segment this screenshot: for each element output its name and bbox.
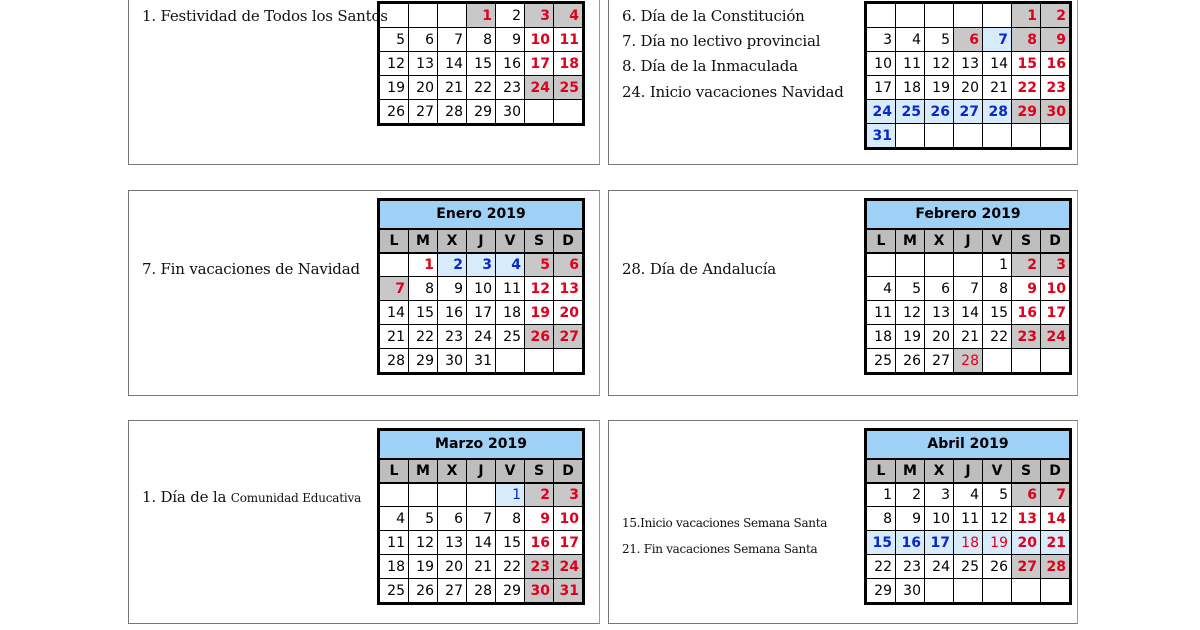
day-cell-abril-18: 18 <box>954 531 983 555</box>
calendar-noviembre <box>379 3 583 124</box>
day-cell-abril-13: 13 <box>1012 507 1041 531</box>
day-cell-marzo-21: 21 <box>467 555 496 579</box>
day-cell-enero-1: 1 <box>409 253 438 277</box>
day-cell-marzo-28: 28 <box>467 579 496 603</box>
day-cell-noviembre-6: 6 <box>409 28 438 52</box>
day-cell-diciembre-25: 25 <box>896 100 925 124</box>
day-cell-abril-6: 6 <box>1012 483 1041 507</box>
empty-day-cell <box>525 349 554 373</box>
day-cell-diciembre-22: 22 <box>1012 76 1041 100</box>
day-cell-abril-5: 5 <box>983 483 1012 507</box>
weekday-header: D <box>554 459 583 483</box>
week-row <box>380 76 583 100</box>
weekday-header: S <box>1012 459 1041 483</box>
empty-day-cell <box>983 124 1012 148</box>
empty-day-cell <box>554 349 583 373</box>
day-cell-diciembre-3: 3 <box>867 28 896 52</box>
day-cell-noviembre-9: 9 <box>496 28 525 52</box>
day-cell-febrero-3: 3 <box>1041 253 1070 277</box>
calendar-marzo <box>379 430 583 603</box>
day-cell-noviembre-8: 8 <box>467 28 496 52</box>
day-cell-noviembre-30: 30 <box>496 100 525 124</box>
day-cell-enero-14: 14 <box>380 301 409 325</box>
day-cell-enero-12: 12 <box>525 277 554 301</box>
day-cell-noviembre-5: 5 <box>380 28 409 52</box>
empty-day-cell <box>554 100 583 124</box>
day-cell-abril-23: 23 <box>896 555 925 579</box>
day-cell-diciembre-18: 18 <box>896 76 925 100</box>
weekday-header: S <box>1012 229 1041 253</box>
day-cell-noviembre-10: 10 <box>525 28 554 52</box>
day-cell-febrero-8: 8 <box>983 277 1012 301</box>
day-cell-marzo-6: 6 <box>438 507 467 531</box>
empty-day-cell <box>380 253 409 277</box>
day-cell-diciembre-20: 20 <box>954 76 983 100</box>
week-row <box>867 28 1070 52</box>
week-row <box>380 579 583 603</box>
day-cell-noviembre-18: 18 <box>554 52 583 76</box>
day-cell-abril-7: 7 <box>1041 483 1070 507</box>
empty-day-cell <box>438 483 467 507</box>
note-apr-15: 15.Inicio vacaciones Semana Santa <box>622 516 828 530</box>
empty-day-cell <box>954 124 983 148</box>
day-cell-enero-23: 23 <box>438 325 467 349</box>
empty-day-cell <box>467 483 496 507</box>
day-cell-febrero-20: 20 <box>925 325 954 349</box>
day-cell-enero-28: 28 <box>380 349 409 373</box>
calendar-abril <box>866 430 1070 603</box>
note-mar-1-suffix: Comunidad Educativa <box>230 491 362 505</box>
day-cell-febrero-27: 27 <box>925 349 954 373</box>
day-cell-marzo-22: 22 <box>496 555 525 579</box>
day-cell-febrero-11: 11 <box>867 301 896 325</box>
day-cell-febrero-23: 23 <box>1012 325 1041 349</box>
empty-day-cell <box>867 4 896 28</box>
empty-day-cell <box>438 4 467 28</box>
day-cell-febrero-15: 15 <box>983 301 1012 325</box>
day-cell-marzo-1: 1 <box>496 483 525 507</box>
day-cell-enero-19: 19 <box>525 301 554 325</box>
day-cell-febrero-16: 16 <box>1012 301 1041 325</box>
note-dec-6: 6. Día de la Constitución <box>622 7 805 25</box>
day-cell-abril-25: 25 <box>954 555 983 579</box>
day-cell-enero-3: 3 <box>467 253 496 277</box>
day-cell-enero-4: 4 <box>496 253 525 277</box>
week-row <box>380 277 583 301</box>
day-cell-marzo-29: 29 <box>496 579 525 603</box>
day-cell-marzo-27: 27 <box>438 579 467 603</box>
day-cell-enero-21: 21 <box>380 325 409 349</box>
day-cell-enero-20: 20 <box>554 301 583 325</box>
empty-day-cell <box>954 4 983 28</box>
day-cell-marzo-13: 13 <box>438 531 467 555</box>
day-cell-noviembre-3: 3 <box>525 4 554 28</box>
day-cell-abril-27: 27 <box>1012 555 1041 579</box>
day-cell-enero-9: 9 <box>438 277 467 301</box>
day-cell-enero-27: 27 <box>554 325 583 349</box>
week-row <box>380 555 583 579</box>
weekday-header: V <box>983 459 1012 483</box>
day-cell-abril-24: 24 <box>925 555 954 579</box>
day-cell-noviembre-27: 27 <box>409 100 438 124</box>
day-cell-diciembre-29: 29 <box>1012 100 1041 124</box>
note-feb-28: 28. Día de Andalucía <box>622 260 777 278</box>
day-cell-abril-1: 1 <box>867 483 896 507</box>
day-cell-febrero-25: 25 <box>867 349 896 373</box>
day-cell-diciembre-6: 6 <box>954 28 983 52</box>
day-cell-diciembre-12: 12 <box>925 52 954 76</box>
day-cell-abril-16: 16 <box>896 531 925 555</box>
day-cell-abril-29: 29 <box>867 579 896 603</box>
empty-day-cell <box>867 253 896 277</box>
day-cell-febrero-9: 9 <box>1012 277 1041 301</box>
empty-day-cell <box>925 579 954 603</box>
day-cell-noviembre-23: 23 <box>496 76 525 100</box>
day-cell-noviembre-15: 15 <box>467 52 496 76</box>
day-cell-marzo-18: 18 <box>380 555 409 579</box>
day-cell-noviembre-12: 12 <box>380 52 409 76</box>
note-mar-1-prefix: 1. Día de la <box>142 488 231 506</box>
note-apr-21: 21. Fin vacaciones Semana Santa <box>622 542 818 556</box>
day-cell-marzo-20: 20 <box>438 555 467 579</box>
day-cell-febrero-10: 10 <box>1041 277 1070 301</box>
weekday-header: V <box>496 459 525 483</box>
day-cell-febrero-14: 14 <box>954 301 983 325</box>
week-row <box>867 100 1070 124</box>
empty-day-cell <box>896 4 925 28</box>
day-cell-marzo-2: 2 <box>525 483 554 507</box>
calendar-enero <box>379 200 583 373</box>
day-cell-noviembre-19: 19 <box>380 76 409 100</box>
empty-day-cell <box>380 483 409 507</box>
day-cell-enero-29: 29 <box>409 349 438 373</box>
day-cell-noviembre-14: 14 <box>438 52 467 76</box>
day-cell-abril-17: 17 <box>925 531 954 555</box>
empty-day-cell <box>1041 579 1070 603</box>
day-cell-marzo-3: 3 <box>554 483 583 507</box>
day-cell-enero-2: 2 <box>438 253 467 277</box>
day-cell-enero-25: 25 <box>496 325 525 349</box>
day-cell-abril-15: 15 <box>867 531 896 555</box>
day-cell-febrero-7: 7 <box>954 277 983 301</box>
day-cell-marzo-31: 31 <box>554 579 583 603</box>
day-cell-enero-24: 24 <box>467 325 496 349</box>
empty-day-cell <box>409 483 438 507</box>
empty-day-cell <box>925 124 954 148</box>
day-cell-diciembre-14: 14 <box>983 52 1012 76</box>
week-row <box>380 301 583 325</box>
week-row <box>380 531 583 555</box>
weekday-header: L <box>380 459 409 483</box>
day-cell-enero-30: 30 <box>438 349 467 373</box>
day-cell-enero-6: 6 <box>554 253 583 277</box>
week-row <box>380 100 583 124</box>
week-row <box>867 579 1070 603</box>
day-cell-febrero-26: 26 <box>896 349 925 373</box>
day-cell-abril-11: 11 <box>954 507 983 531</box>
weekday-header: S <box>525 229 554 253</box>
week-row <box>867 253 1070 277</box>
week-row <box>867 4 1070 28</box>
day-cell-enero-15: 15 <box>409 301 438 325</box>
day-cell-marzo-16: 16 <box>525 531 554 555</box>
day-cell-diciembre-8: 8 <box>1012 28 1041 52</box>
day-cell-febrero-17: 17 <box>1041 301 1070 325</box>
day-cell-abril-3: 3 <box>925 483 954 507</box>
day-cell-noviembre-17: 17 <box>525 52 554 76</box>
empty-day-cell <box>1012 579 1041 603</box>
day-cell-diciembre-1: 1 <box>1012 4 1041 28</box>
weekday-header: S <box>525 459 554 483</box>
day-cell-diciembre-19: 19 <box>925 76 954 100</box>
weekday-header: M <box>409 229 438 253</box>
day-cell-marzo-19: 19 <box>409 555 438 579</box>
week-row <box>380 4 583 28</box>
weekday-header: X <box>438 229 467 253</box>
weekday-header: X <box>925 229 954 253</box>
weekday-header: M <box>409 459 438 483</box>
day-cell-abril-20: 20 <box>1012 531 1041 555</box>
day-cell-noviembre-4: 4 <box>554 4 583 28</box>
day-cell-diciembre-9: 9 <box>1041 28 1070 52</box>
week-row <box>380 52 583 76</box>
weekday-header: L <box>867 459 896 483</box>
weekday-header: V <box>496 229 525 253</box>
day-cell-marzo-7: 7 <box>467 507 496 531</box>
day-cell-abril-10: 10 <box>925 507 954 531</box>
day-cell-enero-16: 16 <box>438 301 467 325</box>
day-cell-febrero-12: 12 <box>896 301 925 325</box>
day-cell-abril-30: 30 <box>896 579 925 603</box>
day-cell-febrero-22: 22 <box>983 325 1012 349</box>
day-cell-febrero-6: 6 <box>925 277 954 301</box>
weekday-header: X <box>925 459 954 483</box>
day-cell-abril-26: 26 <box>983 555 1012 579</box>
day-cell-febrero-24: 24 <box>1041 325 1070 349</box>
week-row <box>867 349 1070 373</box>
day-cell-abril-2: 2 <box>896 483 925 507</box>
week-row <box>867 531 1070 555</box>
day-cell-diciembre-15: 15 <box>1012 52 1041 76</box>
week-row <box>867 507 1070 531</box>
day-cell-febrero-5: 5 <box>896 277 925 301</box>
day-cell-enero-31: 31 <box>467 349 496 373</box>
day-cell-noviembre-26: 26 <box>380 100 409 124</box>
empty-day-cell <box>896 124 925 148</box>
weekday-header: M <box>896 229 925 253</box>
empty-day-cell <box>925 253 954 277</box>
weekday-header: M <box>896 459 925 483</box>
day-cell-febrero-18: 18 <box>867 325 896 349</box>
day-cell-noviembre-16: 16 <box>496 52 525 76</box>
empty-day-cell <box>925 4 954 28</box>
weekday-header: D <box>1041 229 1070 253</box>
day-cell-diciembre-16: 16 <box>1041 52 1070 76</box>
day-cell-noviembre-7: 7 <box>438 28 467 52</box>
empty-day-cell <box>496 349 525 373</box>
day-cell-abril-8: 8 <box>867 507 896 531</box>
day-cell-abril-19: 19 <box>983 531 1012 555</box>
day-cell-abril-22: 22 <box>867 555 896 579</box>
month-title: Febrero 2019 <box>867 201 1070 229</box>
empty-day-cell <box>525 100 554 124</box>
week-row <box>867 301 1070 325</box>
day-cell-abril-14: 14 <box>1041 507 1070 531</box>
day-cell-abril-28: 28 <box>1041 555 1070 579</box>
day-cell-diciembre-26: 26 <box>925 100 954 124</box>
day-cell-diciembre-4: 4 <box>896 28 925 52</box>
day-cell-marzo-9: 9 <box>525 507 554 531</box>
empty-day-cell <box>983 579 1012 603</box>
day-cell-febrero-4: 4 <box>867 277 896 301</box>
day-cell-diciembre-11: 11 <box>896 52 925 76</box>
day-cell-diciembre-28: 28 <box>983 100 1012 124</box>
week-row <box>867 52 1070 76</box>
week-row <box>380 28 583 52</box>
week-row <box>380 507 583 531</box>
month-title: Enero 2019 <box>380 201 583 229</box>
day-cell-noviembre-2: 2 <box>496 4 525 28</box>
day-cell-noviembre-29: 29 <box>467 100 496 124</box>
calendar-diciembre <box>866 3 1070 148</box>
day-cell-enero-26: 26 <box>525 325 554 349</box>
month-title: Marzo 2019 <box>380 431 583 459</box>
day-cell-marzo-15: 15 <box>496 531 525 555</box>
day-cell-noviembre-22: 22 <box>467 76 496 100</box>
empty-day-cell <box>380 4 409 28</box>
weekday-header: D <box>554 229 583 253</box>
day-cell-enero-22: 22 <box>409 325 438 349</box>
day-cell-marzo-26: 26 <box>409 579 438 603</box>
week-row <box>867 325 1070 349</box>
empty-day-cell <box>1012 349 1041 373</box>
weekday-header: J <box>954 459 983 483</box>
week-row <box>867 277 1070 301</box>
day-cell-diciembre-23: 23 <box>1041 76 1070 100</box>
weekday-header: L <box>867 229 896 253</box>
day-cell-enero-7: 7 <box>380 277 409 301</box>
day-cell-noviembre-13: 13 <box>409 52 438 76</box>
day-cell-diciembre-27: 27 <box>954 100 983 124</box>
day-cell-febrero-2: 2 <box>1012 253 1041 277</box>
note-mar-1 <box>142 488 361 506</box>
empty-day-cell <box>954 579 983 603</box>
empty-day-cell <box>1041 124 1070 148</box>
empty-day-cell <box>954 253 983 277</box>
day-cell-enero-5: 5 <box>525 253 554 277</box>
calendar-febrero <box>866 200 1070 373</box>
day-cell-diciembre-24: 24 <box>867 100 896 124</box>
day-cell-marzo-11: 11 <box>380 531 409 555</box>
day-cell-abril-4: 4 <box>954 483 983 507</box>
day-cell-enero-10: 10 <box>467 277 496 301</box>
day-cell-enero-13: 13 <box>554 277 583 301</box>
day-cell-noviembre-20: 20 <box>409 76 438 100</box>
week-row <box>380 349 583 373</box>
day-cell-diciembre-21: 21 <box>983 76 1012 100</box>
week-row <box>867 76 1070 100</box>
day-cell-marzo-23: 23 <box>525 555 554 579</box>
day-cell-febrero-19: 19 <box>896 325 925 349</box>
day-cell-diciembre-31: 31 <box>867 124 896 148</box>
day-cell-abril-12: 12 <box>983 507 1012 531</box>
day-cell-marzo-17: 17 <box>554 531 583 555</box>
day-cell-diciembre-17: 17 <box>867 76 896 100</box>
day-cell-diciembre-10: 10 <box>867 52 896 76</box>
weekday-header: V <box>983 229 1012 253</box>
day-cell-marzo-5: 5 <box>409 507 438 531</box>
day-cell-marzo-30: 30 <box>525 579 554 603</box>
day-cell-abril-9: 9 <box>896 507 925 531</box>
day-cell-diciembre-2: 2 <box>1041 4 1070 28</box>
weekday-header: J <box>954 229 983 253</box>
week-row <box>867 555 1070 579</box>
day-cell-febrero-21: 21 <box>954 325 983 349</box>
day-cell-marzo-10: 10 <box>554 507 583 531</box>
empty-day-cell <box>983 4 1012 28</box>
weekday-header: J <box>467 229 496 253</box>
day-cell-febrero-13: 13 <box>925 301 954 325</box>
day-cell-noviembre-25: 25 <box>554 76 583 100</box>
day-cell-marzo-24: 24 <box>554 555 583 579</box>
note-jan-7: 7. Fin vacaciones de Navidad <box>142 260 360 278</box>
week-row <box>380 483 583 507</box>
empty-day-cell <box>409 4 438 28</box>
day-cell-febrero-28: 28 <box>954 349 983 373</box>
day-cell-enero-18: 18 <box>496 301 525 325</box>
month-title: Abril 2019 <box>867 431 1070 459</box>
day-cell-marzo-25: 25 <box>380 579 409 603</box>
day-cell-noviembre-1: 1 <box>467 4 496 28</box>
weekday-header: L <box>380 229 409 253</box>
day-cell-diciembre-13: 13 <box>954 52 983 76</box>
day-cell-noviembre-11: 11 <box>554 28 583 52</box>
day-cell-marzo-12: 12 <box>409 531 438 555</box>
weekday-header: D <box>1041 459 1070 483</box>
note-dec-8: 8. Día de la Inmaculada <box>622 57 798 75</box>
week-row <box>380 325 583 349</box>
day-cell-noviembre-21: 21 <box>438 76 467 100</box>
note-nov-1: 1. Festividad de Todos los Santos <box>142 7 388 25</box>
day-cell-diciembre-7: 7 <box>983 28 1012 52</box>
weekday-header: X <box>438 459 467 483</box>
day-cell-diciembre-5: 5 <box>925 28 954 52</box>
day-cell-abril-21: 21 <box>1041 531 1070 555</box>
day-cell-marzo-4: 4 <box>380 507 409 531</box>
day-cell-marzo-14: 14 <box>467 531 496 555</box>
empty-day-cell <box>1041 349 1070 373</box>
empty-day-cell <box>983 349 1012 373</box>
week-row <box>380 253 583 277</box>
week-row <box>867 483 1070 507</box>
day-cell-febrero-1: 1 <box>983 253 1012 277</box>
note-dec-24: 24. Inicio vacaciones Navidad <box>622 83 844 101</box>
day-cell-marzo-8: 8 <box>496 507 525 531</box>
weekday-header: J <box>467 459 496 483</box>
week-row <box>867 124 1070 148</box>
note-dec-7: 7. Día no lectivo provincial <box>622 32 821 50</box>
day-cell-noviembre-28: 28 <box>438 100 467 124</box>
empty-day-cell <box>896 253 925 277</box>
day-cell-diciembre-30: 30 <box>1041 100 1070 124</box>
day-cell-noviembre-24: 24 <box>525 76 554 100</box>
day-cell-enero-11: 11 <box>496 277 525 301</box>
empty-day-cell <box>1012 124 1041 148</box>
day-cell-enero-17: 17 <box>467 301 496 325</box>
day-cell-enero-8: 8 <box>409 277 438 301</box>
